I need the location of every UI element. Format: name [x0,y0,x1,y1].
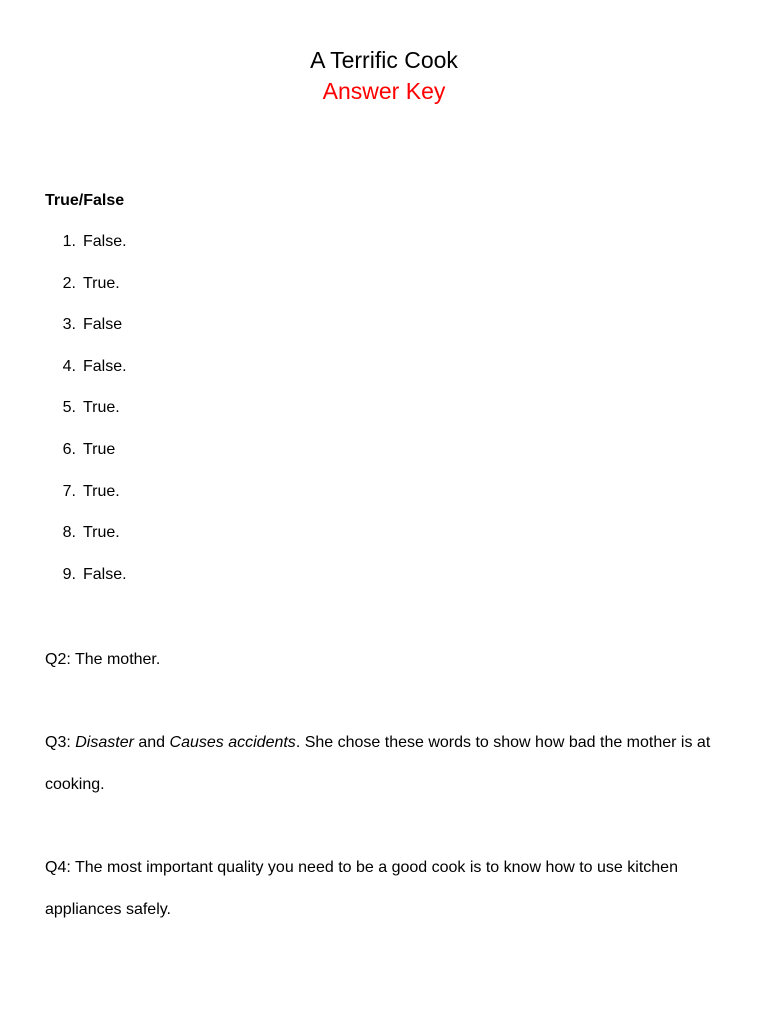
true-false-heading: True/False [45,192,125,209]
question-3-answer [45,722,725,805]
list-item-answer: True. [83,274,120,292]
q3-term-causes-accidents: Causes accidents [169,734,296,751]
list-item-number: 6. [62,440,76,458]
document-title: A Terrific Cook [310,47,458,73]
list-item [45,398,127,440]
list-item [45,315,127,357]
list-item-number: 3. [62,316,76,334]
list-item [45,357,127,399]
q3-term-disaster: Disaster [75,734,134,751]
list-item [45,523,127,565]
list-item-answer: True. [83,399,120,417]
q3-explanation: . She chose these words to show how bad the mother is at cooking. [45,734,711,793]
question-4-answer: Q4: The most important quality you need to be a good cook is to know how to use kitchen appliances safely. [45,859,678,918]
list-item-answer: True. [83,524,120,542]
true-false-list [45,232,127,606]
list-item-number: 4. [62,357,76,375]
list-item [45,440,127,482]
list-item-number: 7. [62,482,76,500]
list-item [45,565,127,607]
list-item-answer: False. [83,357,127,375]
list-item [45,482,127,524]
list-item-number: 9. [62,565,76,583]
q3-prefix: Q3: [45,734,76,751]
document-subtitle: Answer Key [322,78,446,104]
q3-connector: and [133,734,170,751]
question-2-answer: Q2: The mother. [45,651,161,668]
list-item-answer: False [83,316,123,334]
list-item-answer: False. [83,565,127,583]
list-item-number: 5. [62,399,76,417]
list-item-answer: True [83,440,116,458]
list-item-answer: False. [83,233,127,250]
list-item-number: 2. [62,274,76,292]
list-item-answer: True. [83,482,120,500]
list-item [45,274,127,316]
list-item-number: 1. [62,233,76,250]
list-item-number: 8. [62,524,76,542]
list-item [45,232,127,274]
